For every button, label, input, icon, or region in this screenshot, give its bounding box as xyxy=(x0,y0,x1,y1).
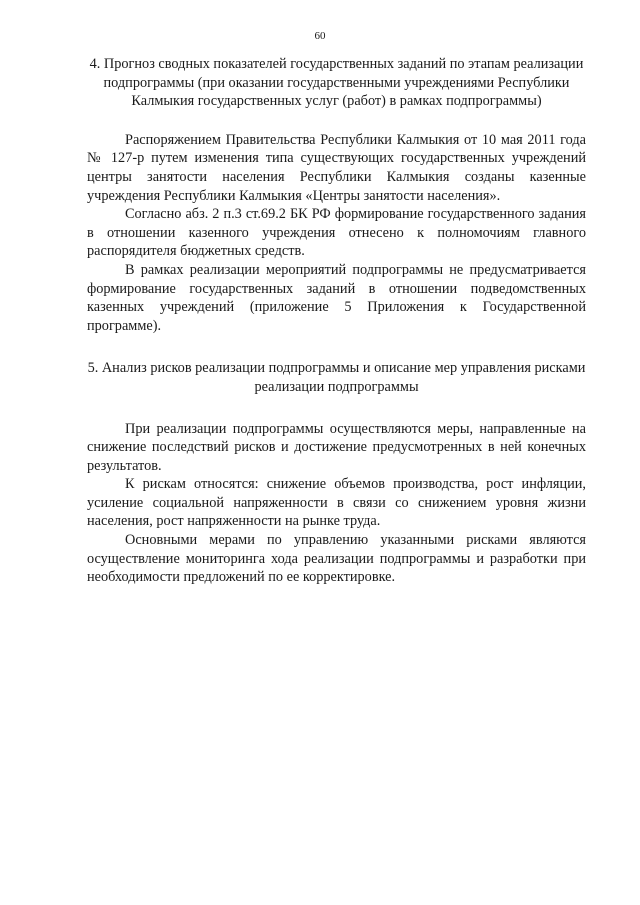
section-5-paragraph-3: Основными мерами по управлению указанными рисками являются осуществление мониторинга хода реализации подпрограммы и разработки при необходимости предложений по ее корректировке. xyxy=(87,532,586,586)
document-content xyxy=(87,55,586,587)
section-4-paragraph-2: Согласно абз. 2 п.3 ст.69.2 БК РФ формирование государственного задания в отношении казенного учреждения отнесено к полномочиям главного распорядителя бюджетных средств. xyxy=(87,206,586,260)
section-5-body xyxy=(87,420,586,587)
section-5-heading: 5. Анализ рисков реализации подпрограммы и описание мер управления рисками реализации подпрограммы xyxy=(87,360,586,395)
section-4-heading: 4. Прогноз сводных показателей государственных заданий по этапам реализации подпрограммы (при оказании государственными учреждениями Республики Калмыкия государственных услуг (работ) в рамках подпрограммы) xyxy=(89,56,584,110)
section-5-paragraph-2: К рискам относятся: снижение объемов производства, рост инфляции, усиление социальной напряженности в связи со снижением уровня жизни населения, рост напряженности на рынке труда. xyxy=(87,476,586,530)
section-4-body xyxy=(87,131,586,336)
section-4-paragraph-3: В рамках реализации мероприятий подпрограммы не предусматривается формирование государственных заданий в отношении подведомственных казенных учреждений (приложение 5 Приложения к Государственной программе). xyxy=(87,261,586,334)
section-5-paragraph-1: При реализации подпрограммы осуществляются меры, направленные на снижение последствий рисков и достижение предусмотренных в ней конечных результатов. xyxy=(87,420,586,474)
section-4-paragraph-1: Распоряжением Правительства Республики Калмыкия от 10 мая 2011 года № 127-р путем изменения типа существующих государственных учреждений центры занятости населения Республики Калмыкия созданы казенные учреждения Республики Калмыкия «Центры занятости населения». xyxy=(87,131,586,204)
page-number: 60 xyxy=(314,30,326,42)
